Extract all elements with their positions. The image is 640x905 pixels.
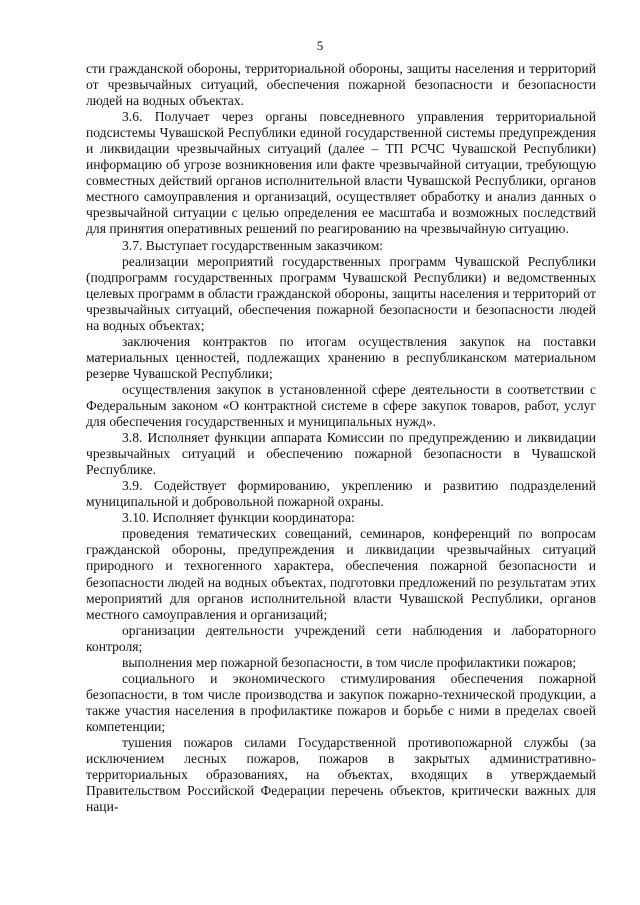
paragraph-3-6: 3.6. Получает через органы повседневного управления территориальной подсистемы Чувашской Республики единой государственной системы предупреждения и ликвидации чрезвычайных ситуаций (далее – ТП РСЧС Чувашской Республики) информацию об угрозе возникновения или факте чрезвычайной ситуации, требующую совместных действий органов исполнительной власти Чувашской Республики, органов местного самоуправления и организаций, осуществляет обработку и анализ данных о чрезвычайной ситуации с целью определения ее масштаба и возможных последствий для принятия оперативных решений по реагированию на чрезвычайную ситуацию. [86, 109, 596, 237]
paragraph-3-10-item-3: выполнения мер пожарной безопасности, в том числе профилактики пожаров; [122, 654, 577, 670]
paragraph-3-7-item-1: реализации мероприятий государственных программ Чувашской Республики (подпрограмм государственных программ Чувашской Республики) и ведомственных целевых программ в области гражданской обороны, защиты населения и территорий от чрезвычайных ситуаций, обеспечения пожарной безопасности и безопасности людей на водных объектах; [86, 253, 596, 333]
document-body [86, 61, 596, 815]
paragraph-3-10-item-4: социального и экономического стимулирования обеспечения пожарной безопасности, в том числе производства и закупок пожарно-технической продукции, а также участия населения в профилактике пожаров и борьбе с ними в пределах своей компетенции; [86, 670, 596, 734]
page-number: 5 [316, 38, 324, 53]
paragraph-3-10: 3.10. Исполняет функции координатора: [122, 510, 355, 526]
paragraph-3-8: 3.8. Исполняет функции аппарата Комиссии по предупреждению и ликвидации чрезвычайных ситуаций и обеспечению пожарной безопасности в Чувашской Республике. [86, 430, 596, 478]
paragraph-continuation: сти гражданской обороны, территориальной обороны, защиты населения и территорий от чрезвычайных ситуаций, обеспечения пожарной безопасности и безопасности людей на водных объектах. [86, 61, 596, 109]
paragraph-3-10-item-1: проведения тематических совещаний, семинаров, конференций по вопросам гражданской обороны, предупреждения и ликвидации чрезвычайных ситуаций природного и техногенного характера, обеспечения пожарной безопасности и безопасности людей на водных объектах, подготовки предложений по результатам этих мероприятий для органов исполнительной власти Чувашской Республики, органов местного самоуправления и организаций; [86, 526, 596, 622]
paragraph-3-7-item-2: заключения контрактов по итогам осуществления закупок на поставки материальных ценностей, подлежащих хранению в республиканском материальном резерве Чувашской Республики; [86, 333, 596, 381]
paragraph-3-10-item-5: тушения пожаров силами Государственной противопожарной службы (за исключением лесных пожаров, пожаров в закрытых административно-территориальных образованиях, на объектах, входящих в утверждаемый Правительством Российской Федерации перечень объектов, критически важных для наци- [86, 734, 596, 815]
paragraph-3-7-item-3: осуществления закупок в установленной сфере деятельности в соответствии с Федеральным законом «О контрактной системе в сфере закупок товаров, работ, услуг для обеспечения государственных и муниципальных нужд». [86, 381, 596, 430]
paragraph-3-9: 3.9. Содействует формированию, укреплению и развитию подразделений муниципальной и добровольной пожарной охраны. [86, 478, 596, 510]
paragraph-3-7: 3.7. Выступает государственным заказчиком: [122, 237, 384, 253]
paragraph-3-10-item-2: организации деятельности учреждений сети наблюдения и лабораторного контроля; [86, 622, 596, 654]
